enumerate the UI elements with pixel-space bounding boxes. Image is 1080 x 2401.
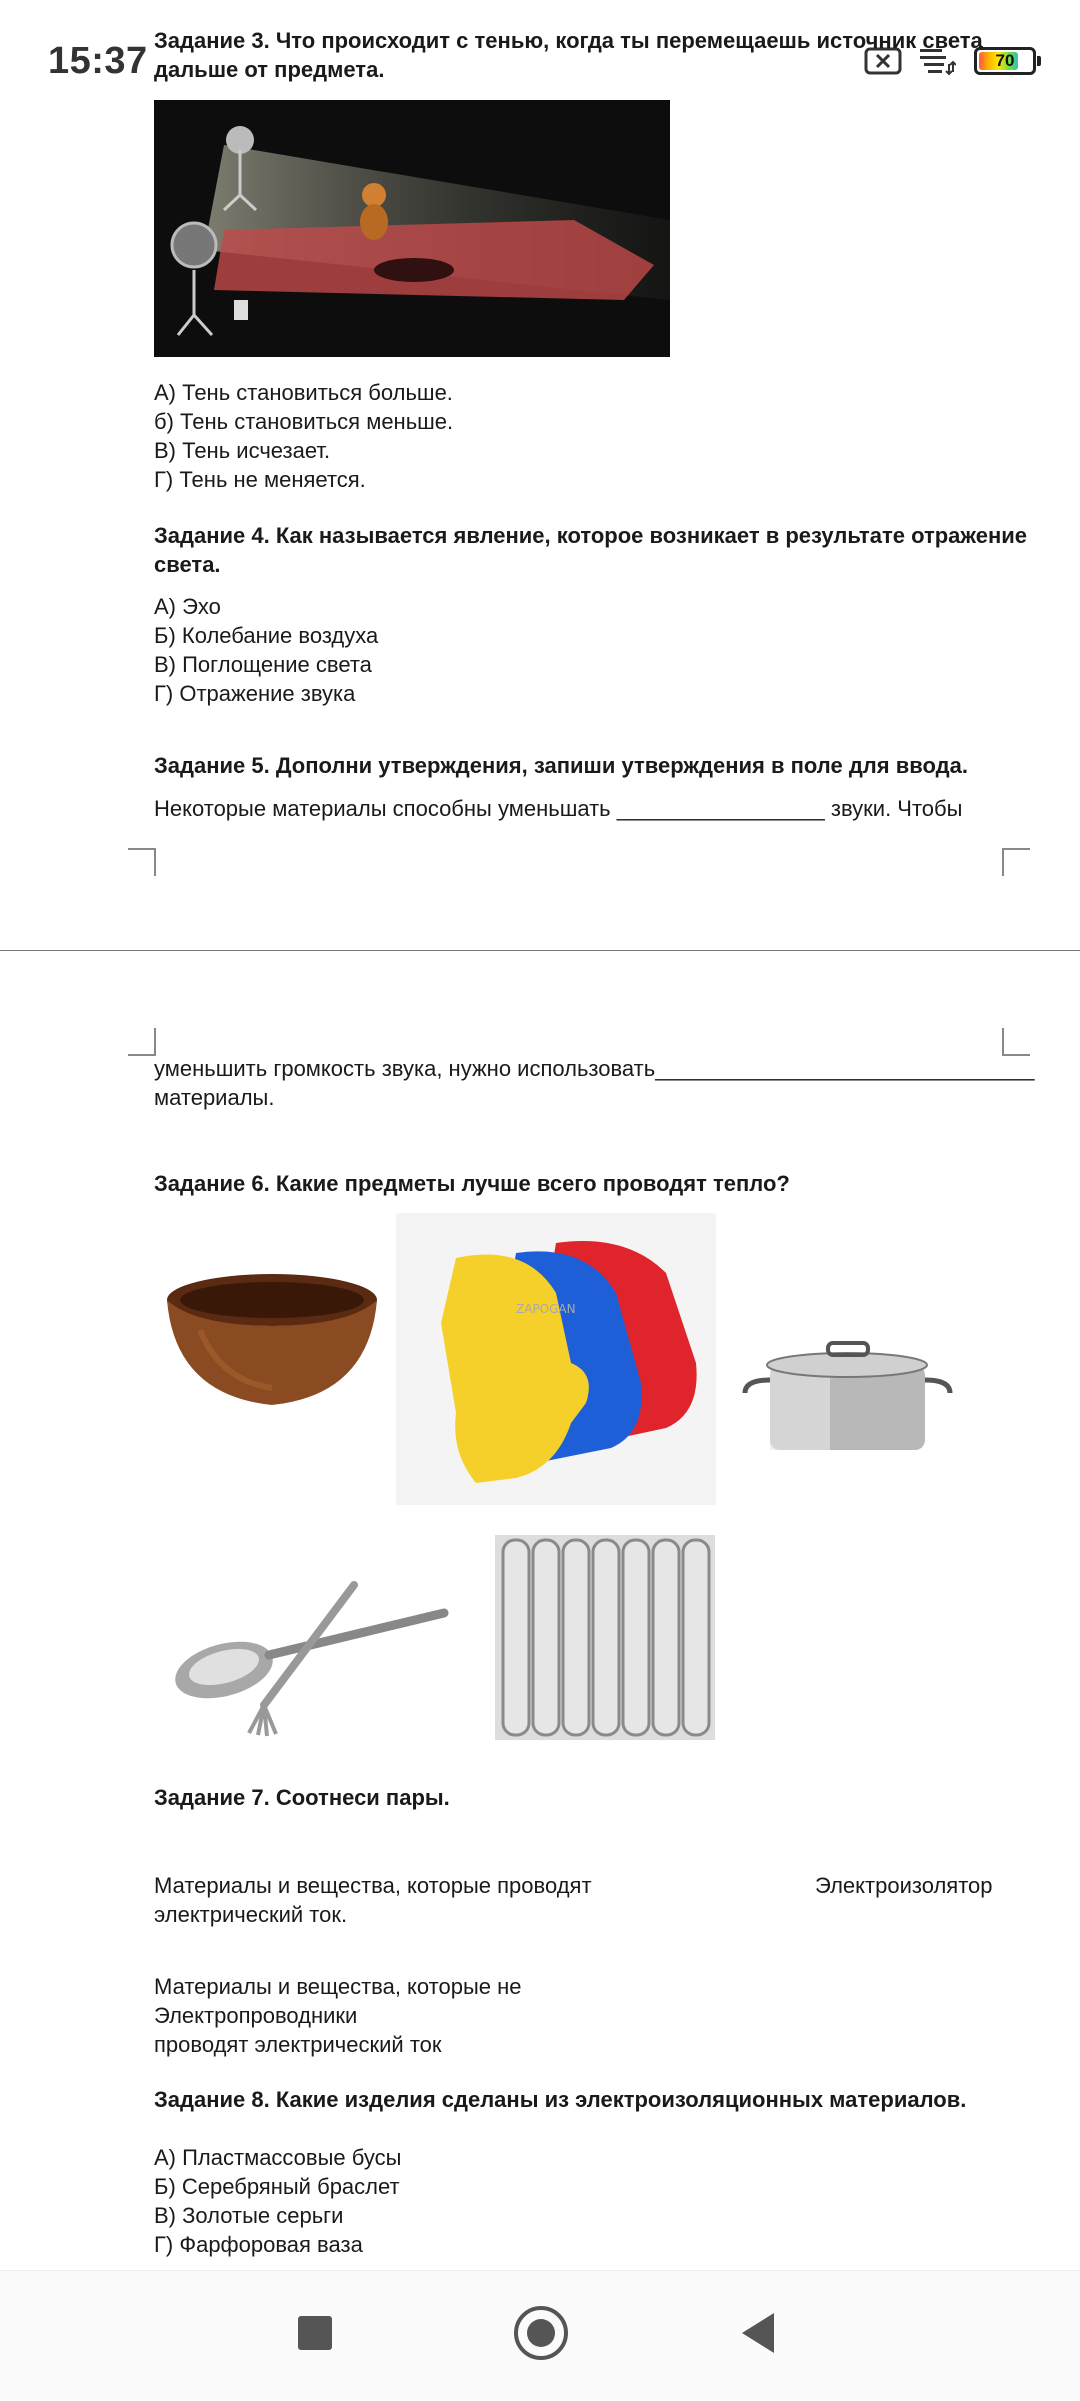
- task8-option-b: Б) Серебряный браслет: [154, 2174, 400, 2199]
- status-time: 15:37: [48, 40, 148, 82]
- task8-option-a: А) Пластмассовые бусы: [154, 2145, 402, 2170]
- task5-title: Задание 5. Дополни утверждения, запиши утверждения в поле для ввода.: [154, 753, 968, 778]
- task3-title-line1: Задание 3. Что происходит с тенью, когда ты перемещаешь источник света: [154, 28, 983, 53]
- wooden-bowl-image: [160, 1270, 385, 1420]
- task4-title-line2: света.: [154, 552, 221, 577]
- radiator-image: [485, 1525, 725, 1755]
- task3-option-a: А) Тень становиться больше.: [154, 380, 453, 405]
- battery-level: 70: [995, 51, 1015, 70]
- cooking-pot-image: [740, 1325, 955, 1465]
- task5-text-line2: уменьшить громкость звука, нужно использовать_______________________________: [154, 1056, 1035, 1081]
- oven-mitts-image: [396, 1213, 716, 1505]
- task7-left1-line1: Материалы и вещества, которые проводят: [154, 1873, 592, 1898]
- crop-mark-top-right: [1002, 848, 1030, 876]
- oven-mitts-watermark: ZAPOGAN: [516, 1302, 576, 1316]
- crop-mark-bottom-left: [128, 1028, 156, 1056]
- task4-option-c: В) Поглощение света: [154, 652, 372, 677]
- task7-left1-line2: электрический ток.: [154, 1902, 348, 1927]
- task3-option-c: В) Тень исчезает.: [154, 438, 331, 463]
- task8-title: Задание 8. Какие изделия сделаны из электроизоляционных материалов.: [154, 2087, 967, 2112]
- task8-option-c: В) Золотые серьги: [154, 2203, 344, 2228]
- task3-shadow-image: [154, 100, 670, 357]
- task7-left2-line3: проводят электрический ток: [154, 2032, 442, 2057]
- task4-option-b: Б) Колебание воздуха: [154, 623, 379, 648]
- task5-text-line1: Некоторые материалы способны уменьшать _________________ звуки. Чтобы: [154, 796, 963, 821]
- task8-option-d: Г) Фарфоровая ваза: [154, 2232, 363, 2257]
- recents-button[interactable]: [298, 2316, 332, 2350]
- task7-right1: Электроизолятор: [815, 1873, 993, 1898]
- task5-text-line3: материалы.: [154, 1085, 275, 1110]
- crop-mark-top-left: [128, 848, 156, 876]
- task4-option-d: Г) Отражение звука: [154, 681, 356, 706]
- battery-icon: [974, 47, 1036, 75]
- home-button-inner-icon: [527, 2319, 555, 2347]
- spoon-fork-image: [154, 1555, 469, 1765]
- task7-title: Задание 7. Соотнеси пары.: [154, 1785, 450, 1810]
- task6-title: Задание 6. Какие предметы лучше всего проводят тепло?: [154, 1171, 790, 1196]
- task4-title-line1: Задание 4. Как называется явление, которое возникает в результате отражение: [154, 523, 1027, 548]
- task7-left2-line2: Электропроводники: [154, 2003, 358, 2028]
- crop-mark-bottom-right: [1002, 1028, 1030, 1056]
- page-divider: [0, 950, 1080, 951]
- task3-option-d: Г) Тень не меняется.: [154, 467, 366, 492]
- task7-left2-line1: Материалы и вещества, которые не: [154, 1974, 522, 1999]
- task3-title-line2: дальше от предмета.: [154, 57, 385, 82]
- task3-option-b: б) Тень становиться меньше.: [154, 409, 454, 434]
- task4-option-a: А) Эхо: [154, 594, 221, 619]
- back-button[interactable]: [742, 2313, 774, 2353]
